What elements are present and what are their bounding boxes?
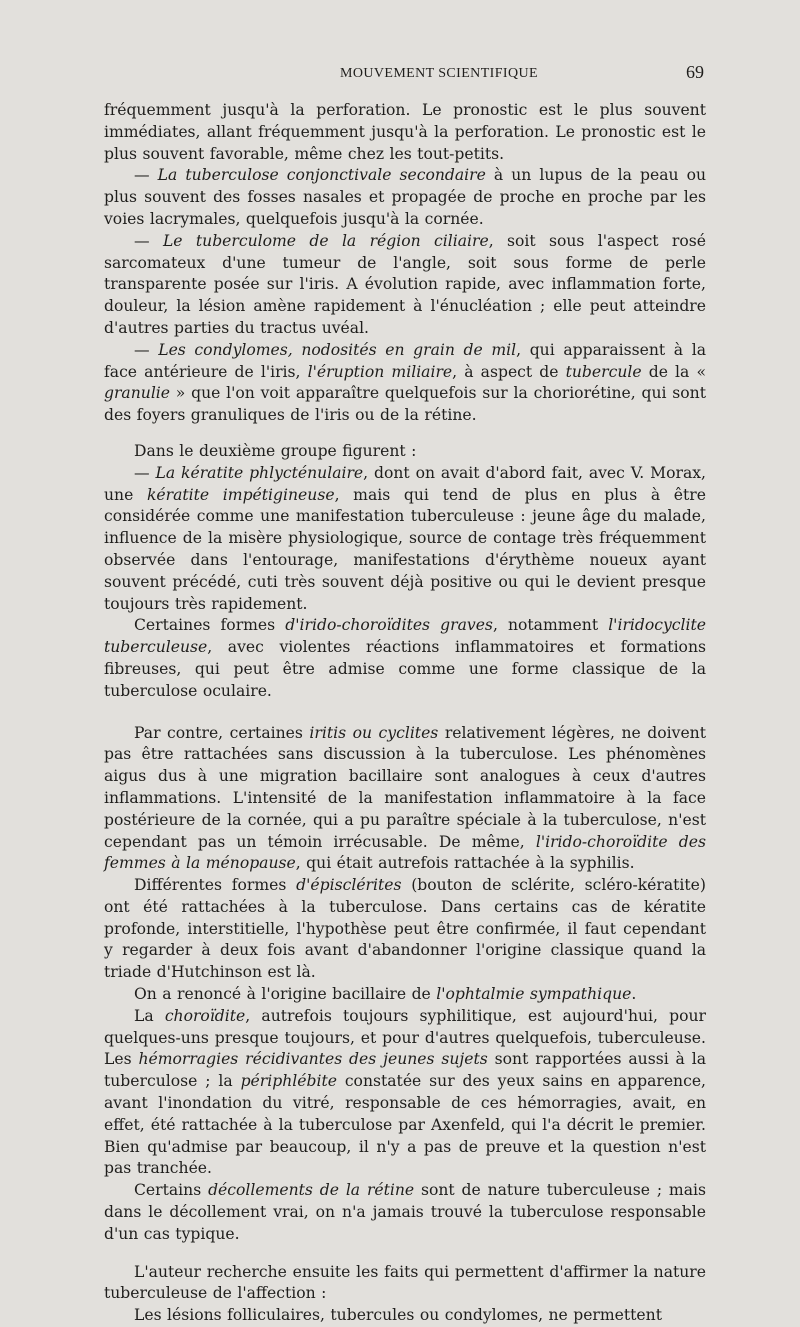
text-run: Par contre, certaines [134, 723, 310, 742]
text-run: , qui apparaissent à la face antérieure de l'iris, [104, 340, 706, 381]
italic-text-run: Les condylomes, nodosités en grain de mil [158, 340, 517, 359]
italic-text-run: kératite impétigineuse [146, 485, 335, 504]
text-run: — [134, 463, 156, 482]
paragraph-13 [104, 1262, 706, 1306]
text-run: , qui était autrefois rattachée à la syphilis. [295, 854, 635, 873]
text-run: — [134, 231, 163, 250]
text-run: sont de nature tuberculeuse ; mais dans le décollement vrai, on n'a jamais trouvé la tuberculose responsable d'un cas typique. [104, 1181, 707, 1243]
text-run: L'auteur recherche ensuite les faits qui permettent d'affirmer la nature tuberculeuse de l'affection : [104, 1262, 706, 1303]
italic-text-run: hémorragies récidivantes des jeunes sujets [138, 1050, 488, 1069]
paragraph-5 [104, 441, 706, 463]
text-run: Certaines formes [134, 616, 286, 635]
text-run: La [134, 1006, 165, 1025]
text-run: On a renoncé à l'origine bacillaire de [134, 985, 437, 1004]
italic-text-run: d'irido-choroïdites graves [285, 616, 493, 635]
running-head [0, 62, 800, 86]
running-title: MOUVEMENT SCIENTIFIQUE [340, 66, 538, 81]
text-run: , dont on avait d'abord fait, avec V. Morax, une [104, 463, 706, 504]
text-run: Les lésions folliculaires, tubercules ou condylomes, ne permettent [134, 1306, 662, 1325]
italic-text-run: Le tuberculome de la région ciliaire [162, 231, 489, 250]
page-number: 69 [686, 62, 704, 82]
text-run: sont rapportées aussi à la tuberculose ; la [104, 1050, 706, 1091]
text-run: . [631, 985, 637, 1004]
paragraph-10 [104, 984, 706, 1006]
italic-text-run: d'épisclérites [296, 876, 402, 895]
body-text [104, 100, 706, 1327]
italic-text-run: décollements de la rétine [208, 1181, 415, 1200]
text-run: à un lupus de la peau ou plus souvent des fosses nasales et propagée de proche en proche par les voies lacrymales, quelquefois jusqu'à la cornée. [104, 166, 706, 228]
text-run: , soit sous l'aspect rosé sarcomateux d'une tumeur de l'angle, soit sous forme de perle transparente posée sur l'iris. A évolution rapide, avec inflammation forte, douleur, la lésion amène rapidement à l'énucléation ; elle peut atteindre d'autres parties du tractus uvéal. [104, 231, 706, 337]
italic-text-run: l'éruption miliaire [307, 362, 453, 381]
text-run: — [134, 166, 158, 185]
italic-text-run: granulie [104, 384, 171, 403]
paragraph-2 [104, 165, 706, 230]
text-run: Différentes formes [134, 876, 297, 895]
text-run: » que l'on voit apparaître quelquefois sur la choriorétine, qui sont des foyers granuliques de l'iris ou de la rétine. [104, 384, 706, 425]
italic-text-run: La kératite phlycténulaire [155, 463, 364, 482]
text-run: (bouton de sclérite, scléro-kératite) ont été rattachées à la tuberculose. Dans certains cas de kératite profonde, interstitielle, l'hypothèse peut être confirmée, il faut cependant y regarder à deux fois avant d'abandonner l'origine classique quand la triade d'Hutchinson est là. [104, 876, 706, 982]
text-run: , mais qui tend de plus en plus à être considérée comme une manifestation tuberculeuse : jeune âge du malade, influence de la misère physiologique, source de contage très fréquemment observée dans l'entourage, manifestations d'érythème noueux ayant souvent précédé, cuti très souvent déjà positive ou qui le devient presque toujours très rapidement. [104, 485, 706, 613]
paragraph-6 [104, 463, 706, 616]
text-run: , à aspect de [452, 362, 566, 381]
italic-text-run: iritis ou cyclites [309, 723, 439, 742]
paragraph-8 [104, 723, 706, 876]
paragraph-9 [104, 875, 706, 984]
text-run: constatée sur des yeux sains en apparence, avant l'inondation du vitré, responsable de ces hémorragies, avait, en effet, été rattachée à la tuberculose par Axenfeld, qui l'a décrit le premier. Bien qu'admise par beaucoup, il n'y a pas de preuve et la question n'est pas tranchée. [104, 1072, 707, 1178]
paragraph-3 [104, 231, 706, 340]
italic-text-run: périphlébite [240, 1072, 337, 1091]
text-run: relativement légères, ne doivent pas être rattachées sans discussion à la tuberculose. Les phénomènes aigus dus à une migration bacillaire sont analogues à ceux d'autres inflammations. L'intensité de la manifestation inflammatoire à la face postérieure de la cornée, qui a pu paraître spéciale à la tuberculose, n'est cependant pas un témoin irrécusable. De même, [104, 723, 706, 851]
italic-text-run: La tuberculose conjonctivale secondaire [157, 166, 486, 185]
paragraph-11 [104, 1006, 706, 1180]
text-run: de la « [641, 362, 706, 381]
text-run: Dans le deuxième groupe figurent : [134, 441, 417, 460]
text-run: Certains [134, 1181, 209, 1200]
italic-text-run: l'irido-choroïdite des femmes à la ménopause [104, 832, 706, 873]
paragraph-7 [104, 615, 706, 702]
paragraph-1 [104, 100, 706, 165]
text-run: , avec violentes réactions inflammatoires et formations fibreuses, qui peut être admise comme une forme classique de la tuberculose oculaire. [104, 638, 706, 700]
text-run: , notamment [492, 616, 609, 635]
paragraph-12 [104, 1180, 706, 1245]
italic-text-run: choroïdite [164, 1006, 246, 1025]
italic-text-run: l'iridocyclite tuberculeuse [104, 616, 707, 657]
italic-text-run: tubercule [565, 362, 642, 381]
italic-text-run: l'ophtalmie sympathique [436, 985, 632, 1004]
text-run: — [134, 340, 159, 359]
paragraph-4 [104, 340, 706, 427]
text-run: fréquemment jusqu'à la perforation. Le pronostic est le plus souvent immédiates, allant fréquemment jusqu'à la perforation. Le pronostic est le plus souvent favorable, même chez les tout-petits. [104, 101, 706, 163]
paragraph-14 [104, 1305, 706, 1327]
text-run: , autrefois toujours syphilitique, est aujourd'hui, pour quelques-uns presque toujours, et pour d'autres quelquefois, tuberculeuse. Les [104, 1006, 707, 1069]
